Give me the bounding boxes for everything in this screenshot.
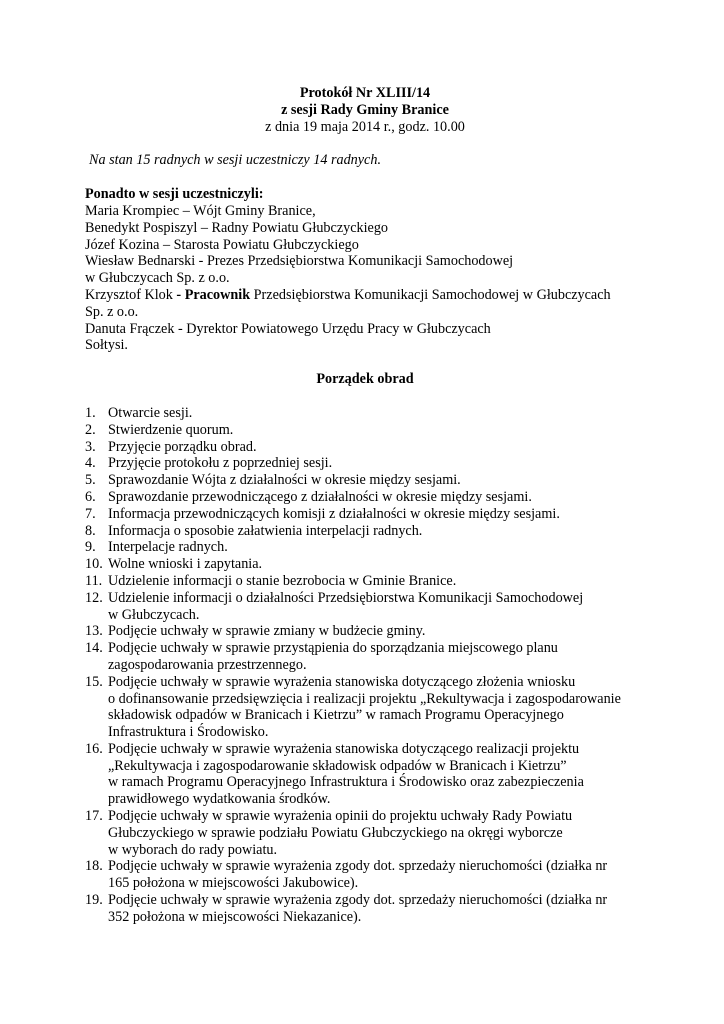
- agenda-item-number: 18.: [85, 858, 103, 875]
- attendee-line: Benedykt Pospiszyl – Radny Powiatu Głubczyckiego: [85, 219, 389, 236]
- agenda-item-number: 9.: [85, 539, 96, 556]
- agenda-item-number: 10.: [85, 556, 103, 573]
- agenda-item-text: w wyborach do rady powiatu.: [108, 841, 278, 858]
- agenda-item-text: Głubczyckiego w sprawie podziału Powiatu Głubczyckiego na okręgi wyborcze: [108, 824, 563, 841]
- attendee-line: Maria Krompiec – Wójt Gminy Branice,: [85, 202, 316, 219]
- agenda-item-text: Podjęcie uchwały w sprawie wyrażenia stanowiska dotyczącego realizacji projektu: [108, 740, 580, 757]
- agenda-item: [85, 523, 645, 540]
- agenda-item-number: 17.: [85, 808, 103, 825]
- agenda-item-number: 8.: [85, 522, 96, 539]
- attendee-line: Wiesław Bednarski - Prezes Przedsiębiorstwa Komunikacji Samochodowej: [85, 253, 514, 270]
- agenda-item-number: 6.: [85, 488, 96, 505]
- agenda-item: [85, 556, 645, 573]
- agenda-item-text: Udzielenie informacji o działalności Przedsiębiorstwa Komunikacji Samochodowej: [108, 589, 584, 606]
- agenda-item-text: 352 położona w miejscowości Niekazanice).: [108, 908, 362, 925]
- agenda-item: [85, 741, 645, 808]
- agenda-item: [85, 808, 645, 858]
- attendee-line: Sp. z o.o.: [85, 303, 139, 320]
- agenda-item-text: zagospodarowania przestrzennego.: [108, 656, 307, 673]
- agenda-item-number: 16.: [85, 740, 103, 757]
- agenda-item-text: Przyjęcie protokołu z poprzedniej sesji.: [108, 455, 333, 472]
- agenda-item-text: Stwierdzenie quorum.: [108, 421, 234, 438]
- agenda-title: Porządek obrad: [316, 371, 414, 388]
- agenda-item-number: 12.: [85, 589, 103, 606]
- agenda-item: [85, 858, 645, 892]
- agenda-item: [85, 455, 645, 472]
- agenda-item-text: Udzielenie informacji o stanie bezrobocia w Gminie Branice.: [108, 572, 457, 589]
- agenda-item-text: składowisk odpadów w Branicach i Kietrzu” w ramach Programu Operacyjnego: [108, 707, 564, 724]
- attendee-line: w Głubczycach Sp. z o.o.: [85, 270, 230, 287]
- agenda-item-number: 7.: [85, 505, 96, 522]
- agenda-item-text: Podjęcie uchwały w sprawie wyrażenia stanowiska dotyczącego złożenia wniosku: [108, 673, 576, 690]
- agenda-item-text: w ramach Programu Operacyjnego Infrastruktura i Środowisko oraz zabezpieczenia: [108, 774, 584, 791]
- agenda-item-text: o dofinansowanie przedsięwzięcia i realizacji projektu „Rekultywacja i zagospodarowanie: [108, 690, 621, 707]
- attendee-line: Danuta Frączek - Dyrektor Powiatowego Urzędu Pracy w Głubczycach: [85, 320, 491, 337]
- agenda-item-text: Informacja o sposobie załatwienia interpelacji radnych.: [108, 522, 423, 539]
- agenda-item-text: Sprawozdanie Wójta z działalności w okresie między sesjami.: [108, 472, 461, 489]
- agenda-item: [85, 892, 645, 926]
- agenda-item: [85, 640, 645, 674]
- document-title: Protokół Nr XLIII/14: [299, 85, 431, 101]
- agenda-item: [85, 422, 645, 439]
- attendee-line: [85, 287, 645, 304]
- agenda-item-number: 14.: [85, 640, 103, 657]
- attendees-section: [85, 186, 645, 354]
- agenda-list: [85, 405, 645, 926]
- attendee-line: Sołtysi.: [85, 337, 128, 354]
- agenda-item: [85, 405, 645, 422]
- agenda-item: [85, 573, 645, 590]
- agenda-item: [85, 539, 645, 556]
- agenda-item-text: Interpelacje radnych.: [108, 539, 228, 556]
- agenda-item-text: Informacja przewodniczących komisji z działalności w okresie między sesjami.: [108, 505, 560, 522]
- attendee-name: Krzysztof Klok: [85, 286, 177, 303]
- agenda-item-text: w Głubczycach.: [108, 606, 200, 623]
- agenda-item-text: „Rekultywacja i zagospodarowanie składowisk odpadów w Branicach i Kietrzu”: [108, 757, 567, 774]
- agenda-item-text: Podjęcie uchwały w sprawie wyrażenia opinii do projektu uchwały Rady Powiatu: [108, 808, 573, 825]
- attendee-role-rest: Przedsiębiorstwa Komunikacji Samochodowej w Głubczycach: [250, 286, 611, 303]
- agenda-item: [85, 590, 645, 624]
- agenda-item-text: Przyjęcie porządku obrad.: [108, 438, 257, 455]
- agenda-item-number: 13.: [85, 623, 103, 640]
- agenda-item: [85, 674, 645, 741]
- agenda-item: [85, 439, 645, 456]
- agenda-item: [85, 472, 645, 489]
- agenda-item-number: 2.: [85, 421, 96, 438]
- document-page: [85, 85, 645, 926]
- agenda-item-number: 11.: [85, 572, 103, 589]
- agenda-item-text: Otwarcie sesji.: [108, 404, 193, 421]
- agenda-item-text: Wolne wnioski i zapytania.: [108, 556, 263, 573]
- agenda-item-text: Sprawozdanie przewodniczącego z działalności w okresie między sesjami.: [108, 488, 532, 505]
- agenda-item-number: 3.: [85, 438, 96, 455]
- agenda-item-number: 4.: [85, 455, 96, 472]
- agenda-item-text: Podjęcie uchwały w sprawie wyrażenia zgody dot. sprzedaży nieruchomości (działka nr: [108, 892, 608, 909]
- agenda-item-number: 5.: [85, 472, 96, 489]
- attendee-line: Józef Kozina – Starosta Powiatu Głubczyckiego: [85, 236, 359, 253]
- agenda-item-text: 165 położona w miejscowości Jakubowice).: [108, 875, 359, 892]
- agenda-item-number: 15.: [85, 673, 103, 690]
- agenda-item-text: Podjęcie uchwały w sprawie przystąpienia do sporządzania miejscowego planu: [108, 640, 558, 657]
- session-date: z dnia 19 maja 2014 r., godz. 10.00: [265, 118, 465, 135]
- agenda-item-text: prawidłowego wydatkowania środków.: [108, 791, 331, 808]
- agenda-item: [85, 506, 645, 523]
- agenda-item-text: Podjęcie uchwały w sprawie wyrażenia zgody dot. sprzedaży nieruchomości (działka nr: [108, 858, 608, 875]
- attendee-role-bold: - Pracownik: [176, 286, 251, 303]
- document-subtitle: z sesji Rady Gminy Branice: [281, 101, 449, 118]
- agenda-item: [85, 623, 645, 640]
- attendees-heading: Ponadto w sesji uczestniczyli:: [85, 186, 264, 203]
- agenda-item-text: Podjęcie uchwały w sprawie zmiany w budżecie gminy.: [108, 623, 426, 640]
- agenda-item-text: Infrastruktura i Środowisko.: [108, 724, 269, 741]
- agenda-item: [85, 489, 645, 506]
- agenda-item-number: 1.: [85, 404, 96, 421]
- agenda-item-number: 19.: [85, 892, 103, 909]
- attendance-note: Na stan 15 radnych w sesji uczestniczy 14 radnych.: [89, 152, 381, 169]
